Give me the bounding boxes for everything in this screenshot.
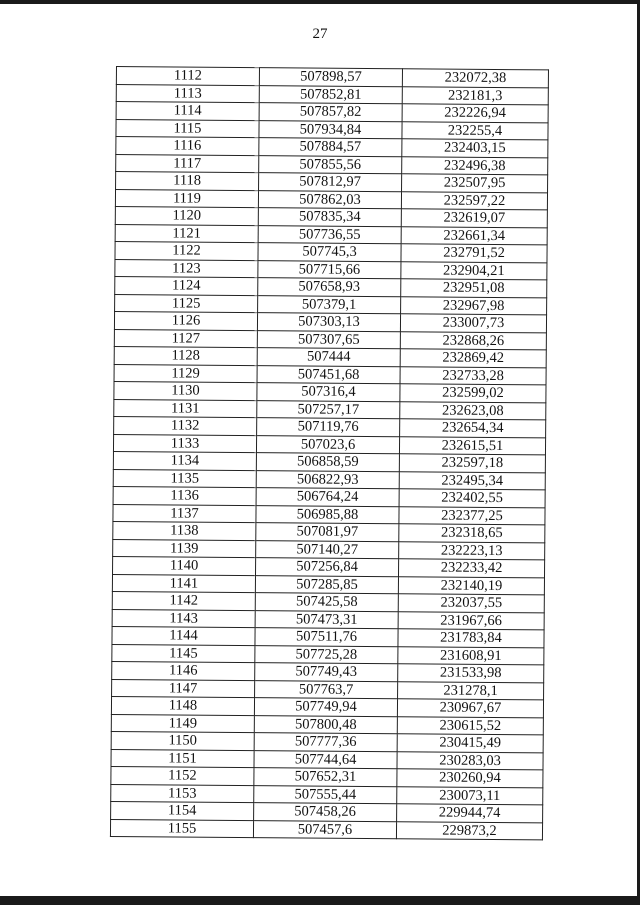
point-number-cell: 1117 bbox=[116, 154, 259, 173]
point-number-cell: 1129 bbox=[114, 364, 257, 383]
x-coordinate-cell: 507081,97 bbox=[256, 523, 399, 542]
point-number-cell: 1118 bbox=[116, 172, 259, 191]
point-number-cell: 1154 bbox=[111, 801, 254, 820]
x-coordinate-cell: 507119,76 bbox=[257, 418, 400, 437]
y-coordinate-cell: 232181,3 bbox=[402, 86, 548, 105]
scan-border-bottom bbox=[0, 896, 640, 905]
x-coordinate-cell: 507745,3 bbox=[258, 243, 401, 262]
point-number-cell: 1150 bbox=[111, 731, 254, 750]
x-coordinate-cell: 507458,26 bbox=[254, 803, 397, 822]
y-coordinate-cell: 232868,26 bbox=[400, 331, 546, 350]
point-number-cell: 1135 bbox=[113, 469, 256, 488]
y-coordinate-cell: 232403,15 bbox=[402, 139, 548, 158]
x-coordinate-cell: 507898,57 bbox=[259, 68, 402, 87]
coordinates-table bbox=[110, 66, 549, 840]
y-coordinate-cell: 231533,98 bbox=[398, 664, 544, 683]
x-coordinate-cell: 507257,17 bbox=[257, 400, 400, 419]
x-coordinate-cell: 507652,31 bbox=[254, 768, 397, 787]
point-number-cell: 1142 bbox=[112, 591, 255, 610]
y-coordinate-cell: 230260,94 bbox=[397, 769, 543, 788]
y-coordinate-cell: 232661,34 bbox=[401, 226, 547, 245]
x-coordinate-cell: 507555,44 bbox=[254, 785, 397, 804]
y-coordinate-cell: 232615,51 bbox=[399, 436, 545, 455]
x-coordinate-cell: 507835,34 bbox=[258, 208, 401, 227]
y-coordinate-cell: 232318,65 bbox=[399, 524, 545, 543]
point-number-cell: 1134 bbox=[113, 451, 256, 470]
point-number-cell: 1153 bbox=[111, 784, 254, 803]
x-coordinate-cell: 506858,59 bbox=[256, 453, 399, 472]
point-number-cell: 1120 bbox=[115, 206, 258, 225]
point-number-cell: 1112 bbox=[116, 67, 259, 86]
point-number-cell: 1132 bbox=[114, 416, 257, 435]
point-number-cell: 1127 bbox=[114, 329, 257, 348]
y-coordinate-cell: 232402,55 bbox=[399, 489, 545, 508]
scan-border-top bbox=[0, 0, 640, 4]
y-coordinate-cell: 232904,21 bbox=[401, 261, 547, 280]
y-coordinate-cell: 230415,49 bbox=[397, 734, 543, 753]
x-coordinate-cell: 506764,24 bbox=[256, 488, 399, 507]
y-coordinate-cell: 233007,73 bbox=[400, 314, 546, 333]
y-coordinate-cell: 232869,42 bbox=[400, 349, 546, 368]
point-number-cell: 1137 bbox=[113, 504, 256, 523]
y-coordinate-cell: 229873,2 bbox=[396, 821, 542, 840]
x-coordinate-cell: 507800,48 bbox=[254, 715, 397, 734]
point-number-cell: 1149 bbox=[111, 714, 254, 733]
x-coordinate-cell: 507777,36 bbox=[254, 733, 397, 752]
point-number-cell: 1116 bbox=[116, 137, 259, 156]
point-number-cell: 1121 bbox=[115, 224, 258, 243]
point-number-cell: 1113 bbox=[116, 84, 259, 103]
y-coordinate-cell: 232496,38 bbox=[402, 156, 548, 175]
page-number: 27 bbox=[312, 26, 328, 42]
point-number-cell: 1125 bbox=[115, 294, 258, 313]
y-coordinate-cell: 232037,55 bbox=[398, 594, 544, 613]
y-coordinate-cell: 232140,19 bbox=[398, 576, 544, 595]
x-coordinate-cell: 507855,56 bbox=[259, 155, 402, 174]
y-coordinate-cell: 232599,02 bbox=[400, 384, 546, 403]
x-coordinate-cell: 507736,55 bbox=[258, 225, 401, 244]
x-coordinate-cell: 507725,28 bbox=[255, 645, 398, 664]
y-coordinate-cell: 232654,34 bbox=[400, 419, 546, 438]
x-coordinate-cell: 507744,64 bbox=[254, 750, 397, 769]
point-number-cell: 1115 bbox=[116, 119, 259, 138]
y-coordinate-cell: 232623,08 bbox=[400, 401, 546, 420]
x-coordinate-cell: 507658,93 bbox=[258, 278, 401, 297]
y-coordinate-cell: 232377,25 bbox=[399, 506, 545, 525]
x-coordinate-cell: 507511,76 bbox=[255, 628, 398, 647]
x-coordinate-cell: 507473,31 bbox=[255, 610, 398, 629]
x-coordinate-cell: 507749,94 bbox=[254, 698, 397, 717]
y-coordinate-cell: 232597,18 bbox=[399, 454, 545, 473]
point-number-cell: 1151 bbox=[111, 749, 254, 768]
y-coordinate-cell: 232226,94 bbox=[402, 104, 548, 123]
point-number-cell: 1141 bbox=[112, 574, 255, 593]
point-number-cell: 1138 bbox=[113, 521, 256, 540]
x-coordinate-cell: 507749,43 bbox=[255, 663, 398, 682]
x-coordinate-cell: 507023,6 bbox=[256, 435, 399, 454]
x-coordinate-cell: 507862,03 bbox=[258, 190, 401, 209]
x-coordinate-cell: 507285,85 bbox=[255, 575, 398, 594]
point-number-cell: 1133 bbox=[113, 434, 256, 453]
y-coordinate-cell: 232072,38 bbox=[402, 69, 548, 88]
y-coordinate-cell: 232619,07 bbox=[401, 209, 547, 228]
y-coordinate-cell: 231608,91 bbox=[398, 646, 544, 665]
x-coordinate-cell: 507715,66 bbox=[258, 260, 401, 279]
y-coordinate-cell: 230283,03 bbox=[397, 751, 543, 770]
x-coordinate-cell: 507256,84 bbox=[256, 558, 399, 577]
y-coordinate-cell: 232495,34 bbox=[399, 471, 545, 490]
x-coordinate-cell: 507812,97 bbox=[259, 173, 402, 192]
table-row bbox=[110, 819, 542, 840]
x-coordinate-cell: 506822,93 bbox=[256, 470, 399, 489]
point-number-cell: 1148 bbox=[111, 696, 254, 715]
x-coordinate-cell: 507934,84 bbox=[259, 120, 402, 139]
point-number-cell: 1145 bbox=[112, 644, 255, 663]
y-coordinate-cell: 232233,42 bbox=[399, 559, 545, 578]
x-coordinate-cell: 507444 bbox=[257, 348, 400, 367]
x-coordinate-cell: 507763,7 bbox=[255, 680, 398, 699]
y-coordinate-cell: 230073,11 bbox=[397, 786, 543, 805]
x-coordinate-cell: 507451,68 bbox=[257, 365, 400, 384]
coordinates-table-body bbox=[110, 67, 548, 840]
point-number-cell: 1136 bbox=[113, 486, 256, 505]
x-coordinate-cell: 507316,4 bbox=[257, 383, 400, 402]
point-number-cell: 1143 bbox=[112, 609, 255, 628]
point-number-cell: 1146 bbox=[112, 661, 255, 680]
y-coordinate-cell: 230967,67 bbox=[397, 699, 543, 718]
point-number-cell: 1122 bbox=[115, 241, 258, 260]
y-coordinate-cell: 232733,28 bbox=[400, 366, 546, 385]
point-number-cell: 1114 bbox=[116, 102, 259, 121]
y-coordinate-cell: 232597,22 bbox=[401, 191, 547, 210]
point-number-cell: 1155 bbox=[110, 819, 253, 838]
point-number-cell: 1140 bbox=[113, 556, 256, 575]
point-number-cell: 1126 bbox=[114, 311, 257, 330]
point-number-cell: 1124 bbox=[115, 276, 258, 295]
x-coordinate-cell: 507307,65 bbox=[257, 330, 400, 349]
y-coordinate-cell: 232507,95 bbox=[402, 174, 548, 193]
x-coordinate-cell: 507379,1 bbox=[258, 295, 401, 314]
y-coordinate-cell: 229944,74 bbox=[397, 804, 543, 823]
y-coordinate-cell: 231967,66 bbox=[398, 611, 544, 630]
x-coordinate-cell: 506985,88 bbox=[256, 505, 399, 524]
point-number-cell: 1139 bbox=[113, 539, 256, 558]
y-coordinate-cell: 232255,4 bbox=[402, 121, 548, 140]
point-number-cell: 1119 bbox=[115, 189, 258, 208]
x-coordinate-cell: 507140,27 bbox=[256, 540, 399, 559]
y-coordinate-cell: 232791,52 bbox=[401, 244, 547, 263]
point-number-cell: 1144 bbox=[112, 626, 255, 645]
x-coordinate-cell: 507884,57 bbox=[259, 138, 402, 157]
x-coordinate-cell: 507303,13 bbox=[257, 313, 400, 332]
y-coordinate-cell: 232223,13 bbox=[399, 541, 545, 560]
y-coordinate-cell: 232967,98 bbox=[401, 296, 547, 315]
point-number-cell: 1123 bbox=[115, 259, 258, 278]
x-coordinate-cell: 507457,6 bbox=[253, 820, 396, 839]
x-coordinate-cell: 507857,82 bbox=[259, 103, 402, 122]
y-coordinate-cell: 231278,1 bbox=[398, 681, 544, 700]
y-coordinate-cell: 232951,08 bbox=[401, 279, 547, 298]
x-coordinate-cell: 507425,58 bbox=[255, 593, 398, 612]
point-number-cell: 1147 bbox=[112, 679, 255, 698]
point-number-cell: 1130 bbox=[114, 381, 257, 400]
point-number-cell: 1131 bbox=[114, 399, 257, 418]
y-coordinate-cell: 231783,84 bbox=[398, 629, 544, 648]
y-coordinate-cell: 230615,52 bbox=[397, 716, 543, 735]
point-number-cell: 1128 bbox=[114, 346, 257, 365]
x-coordinate-cell: 507852,81 bbox=[259, 85, 402, 104]
point-number-cell: 1152 bbox=[111, 766, 254, 785]
